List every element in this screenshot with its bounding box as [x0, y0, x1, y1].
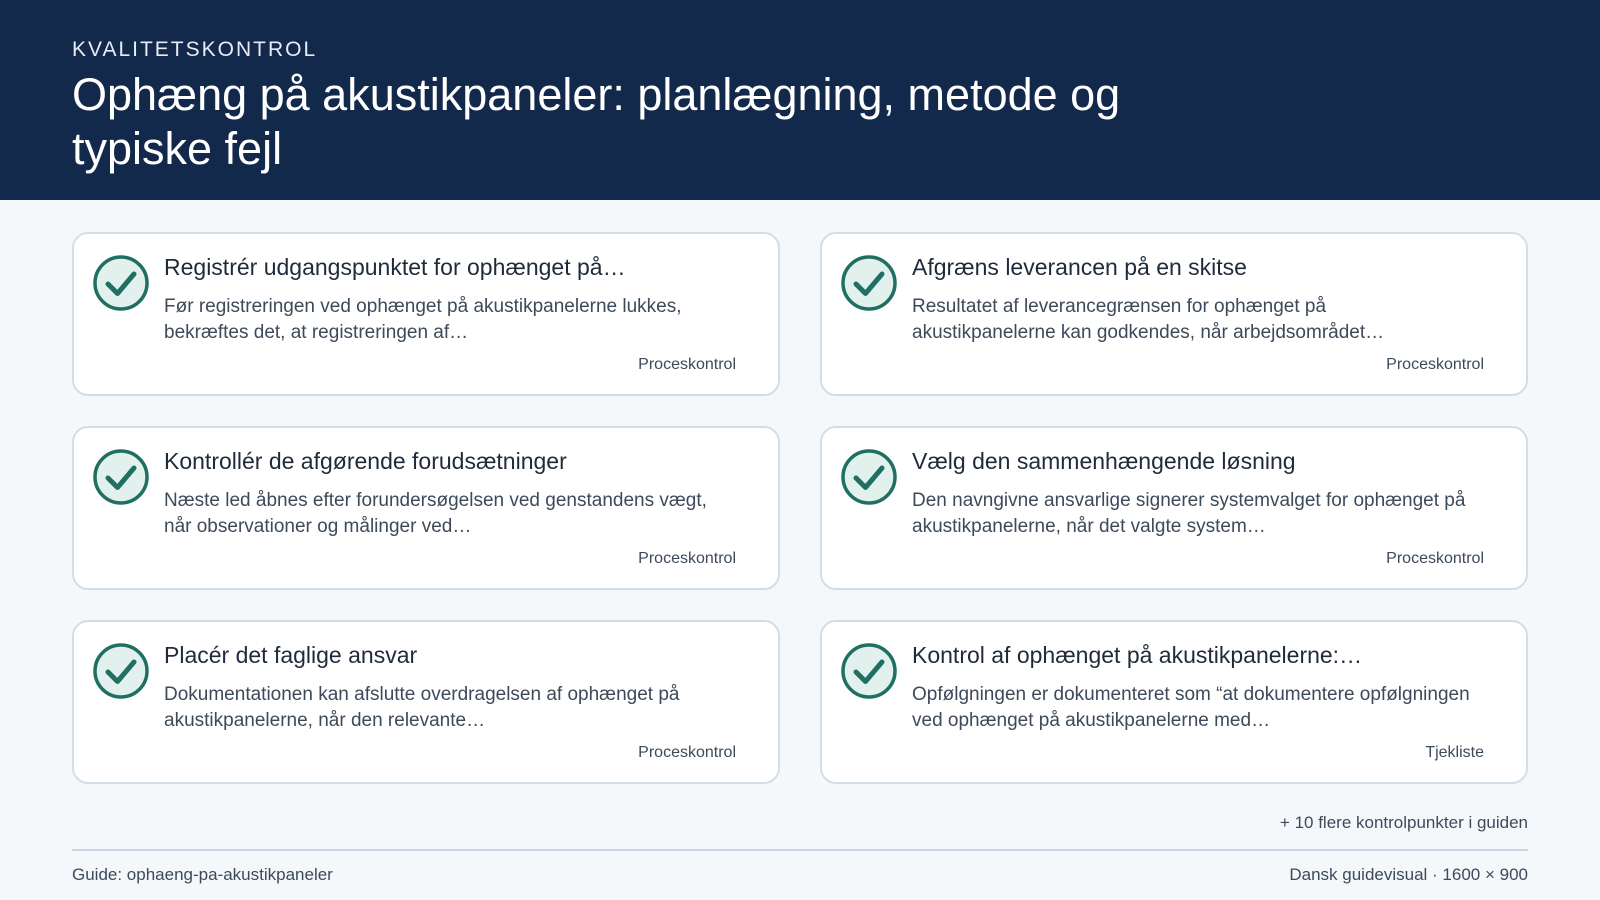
check-circle-icon — [840, 448, 898, 506]
card-title: Kontrol af ophænget på akustikpanelerne:… — [912, 642, 1363, 668]
card-title: Afgræns leverancen på en skitse — [912, 254, 1247, 280]
checkpoint-card-5[interactable] — [72, 620, 780, 784]
card-description: Dokumentationen kan afslutte overdragelsen af ophænget på akustikpanelerne, når den relevante… — [164, 684, 680, 731]
checkpoint-card-6[interactable] — [820, 620, 1528, 784]
card-tag: Tjekliste — [1425, 744, 1484, 761]
footer-divider — [72, 849, 1528, 851]
checkpoint-card-1[interactable] — [72, 232, 780, 396]
check-circle-icon — [840, 642, 898, 700]
card-title: Registrér udgangspunktet for ophænget på… — [164, 254, 626, 280]
card-tag: Proceskontrol — [1386, 356, 1484, 373]
card-tag: Proceskontrol — [1386, 550, 1484, 567]
card-title: Vælg den sammenhængende løsning — [912, 448, 1296, 474]
checkpoint-card-3[interactable] — [72, 426, 780, 590]
card-description: Den navngivne ansvarlige signerer systemvalget for ophænget på akustikpanelerne, når det valgte system… — [912, 490, 1466, 537]
check-circle-icon — [840, 254, 898, 312]
card-title: Placér det faglige ansvar — [164, 642, 418, 668]
header-banner — [0, 0, 1600, 200]
checkpoint-card-4[interactable] — [820, 426, 1528, 590]
footer-guide-slug: Guide: ophaeng-pa-akustikpaneler — [72, 865, 333, 884]
more-checkpoints-link[interactable]: + 10 flere kontrolpunkter i guiden — [1279, 813, 1528, 832]
card-tag: Proceskontrol — [638, 550, 736, 567]
card-title: Kontrollér de afgørende forudsætninger — [164, 448, 567, 474]
card-description: Før registreringen ved ophænget på akustikpanelerne lukkes, bekræftes det, at registreringen af… — [164, 296, 682, 343]
card-tag: Proceskontrol — [638, 744, 736, 761]
card-description: Næste led åbnes efter forundersøgelsen ved genstandens vægt, når observationer og målinger ved… — [164, 490, 707, 537]
card-description: Resultatet af leverancegrænsen for ophænget på akustikpanelerne kan godkendes, når arbejdsområdet… — [912, 296, 1385, 343]
checkpoint-card-2[interactable] — [820, 232, 1528, 396]
eyebrow-label: KVALITETSKONTROL — [72, 38, 318, 61]
page-title: Ophæng på akustikpaneler: planlægning, metode og typiske fejl — [72, 69, 1121, 174]
card-tag: Proceskontrol — [638, 356, 736, 373]
footer-meta: Dansk guidevisual · 1600 × 900 — [1289, 865, 1528, 884]
check-circle-icon — [92, 254, 150, 312]
check-circle-icon — [92, 448, 150, 506]
card-description: Opfølgningen er dokumenteret som “at dokumentere opfølgningen ved ophænget på akustikpanelerne med… — [912, 684, 1470, 731]
check-circle-icon — [92, 642, 150, 700]
